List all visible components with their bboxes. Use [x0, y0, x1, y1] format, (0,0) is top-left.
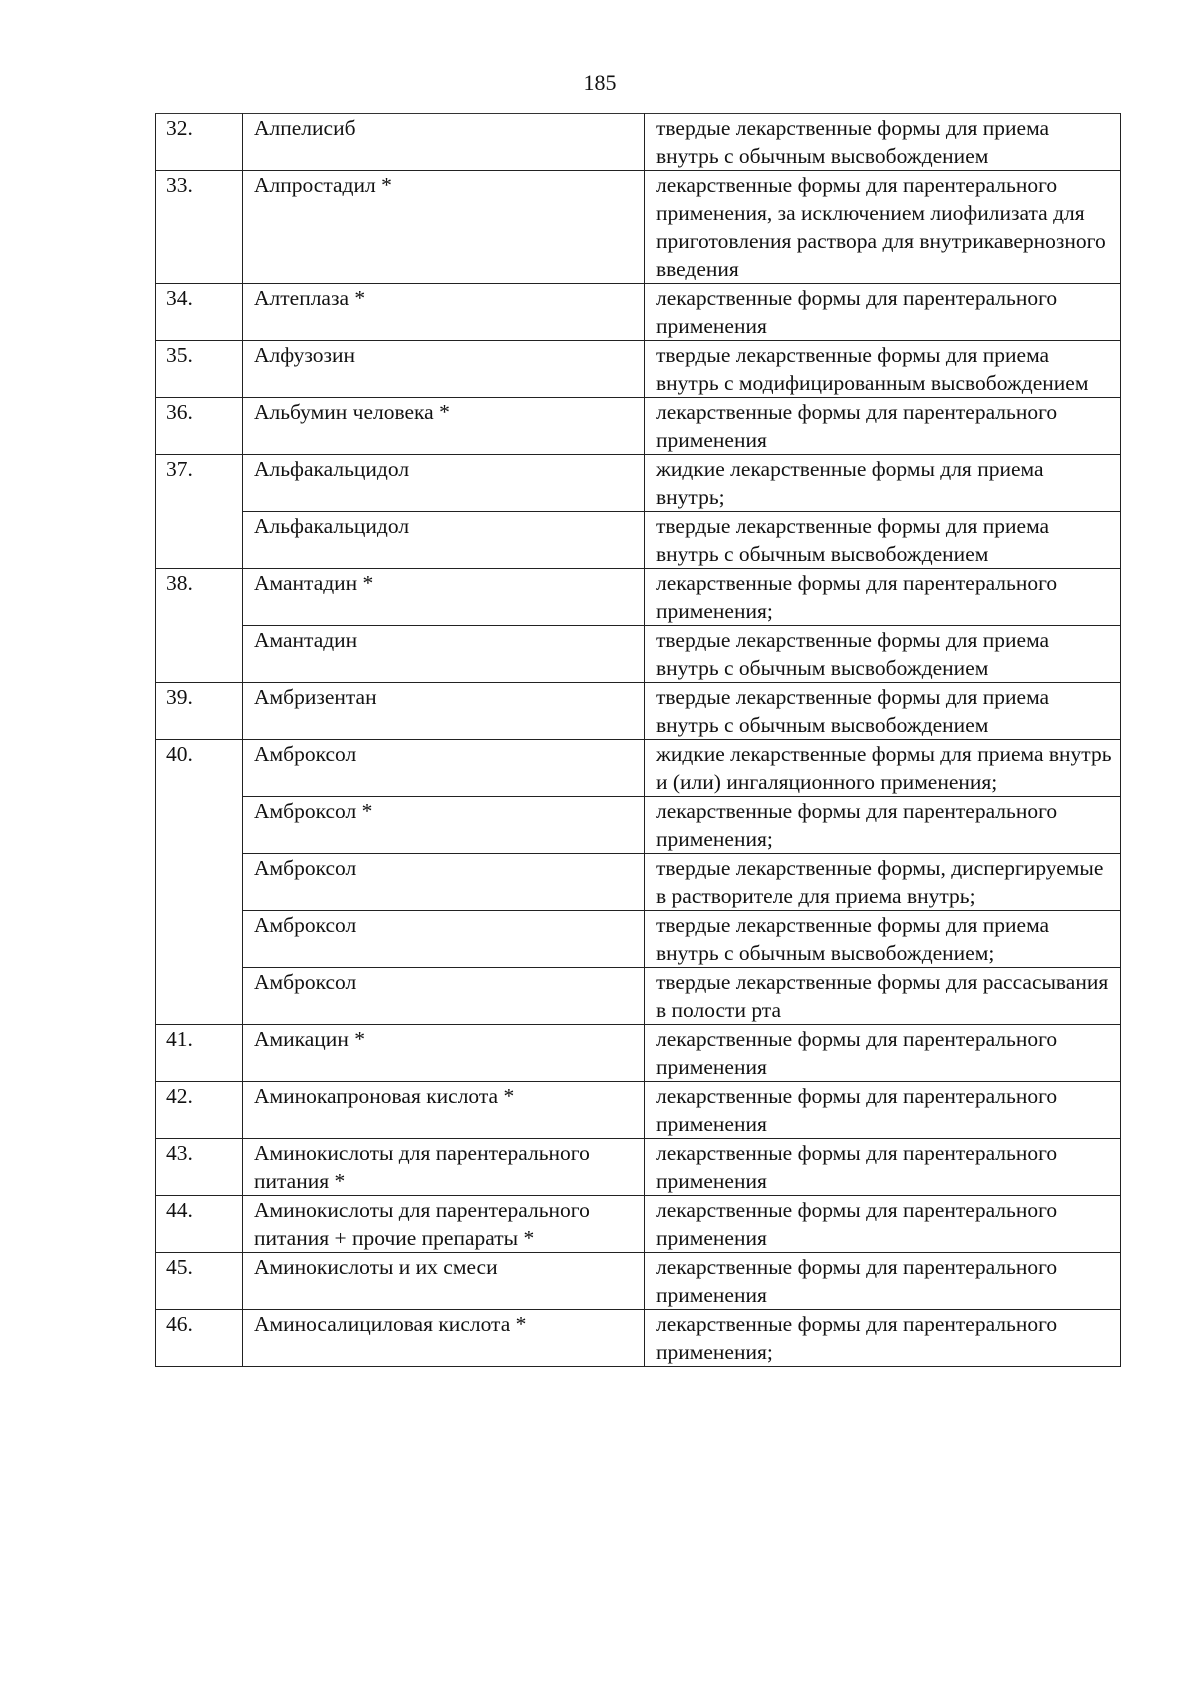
row-number: 46.	[156, 1310, 243, 1367]
drug-name: Альфакальцидол	[243, 455, 645, 512]
drug-name: Амброксол	[243, 968, 645, 1025]
drug-name: Аминокислоты для парентерального питания *	[243, 1139, 645, 1196]
row-number: 44.	[156, 1196, 243, 1253]
table-row	[156, 341, 1121, 398]
row-number: 34.	[156, 284, 243, 341]
drug-name: Алфузозин	[243, 341, 645, 398]
table-row	[156, 1139, 1121, 1196]
table-row	[156, 114, 1121, 171]
drug-name: Амброксол *	[243, 797, 645, 854]
row-number: 35.	[156, 341, 243, 398]
dosage-form: твердые лекарственные формы для приема внутрь с обычным высвобождением	[645, 114, 1121, 171]
drug-name: Альфакальцидол	[243, 512, 645, 569]
table-row	[156, 1025, 1121, 1082]
row-number: 43.	[156, 1139, 243, 1196]
dosage-form: лекарственные формы для парентерального применения;	[645, 569, 1121, 626]
row-number: 36.	[156, 398, 243, 455]
table-row	[156, 569, 1121, 626]
dosage-form: твердые лекарственные формы, диспергируемые в растворителе для приема внутрь;	[645, 854, 1121, 911]
dosage-form: твердые лекарственные формы для приема внутрь с обычным высвобождением	[645, 626, 1121, 683]
dosage-form: лекарственные формы для парентерального применения	[645, 1082, 1121, 1139]
table-row	[156, 284, 1121, 341]
table-row	[156, 683, 1121, 740]
drug-name: Амантадин	[243, 626, 645, 683]
drug-name: Амброксол	[243, 911, 645, 968]
drug-name: Аминокислоты и их смеси	[243, 1253, 645, 1310]
dosage-form: лекарственные формы для парентерального применения, за исключением лиофилизата для приготовления раствора для внутрикавернозного введения	[645, 171, 1121, 284]
drug-name: Амбризентан	[243, 683, 645, 740]
table-row	[156, 1196, 1121, 1253]
drug-name: Алпелисиб	[243, 114, 645, 171]
table-row	[156, 968, 1121, 1025]
dosage-form: лекарственные формы для парентерального применения	[645, 1196, 1121, 1253]
drug-name: Аминокапроновая кислота *	[243, 1082, 645, 1139]
drug-name: Амикацин *	[243, 1025, 645, 1082]
drug-name: Амброксол	[243, 740, 645, 797]
drug-name: Аминокислоты для парентерального питания + прочие препараты *	[243, 1196, 645, 1253]
table-row	[156, 1310, 1121, 1367]
dosage-form: лекарственные формы для парентерального применения;	[645, 1310, 1121, 1367]
row-number: 39.	[156, 683, 243, 740]
dosage-form: лекарственные формы для парентерального применения	[645, 1253, 1121, 1310]
dosage-form: лекарственные формы для парентерального применения	[645, 1025, 1121, 1082]
row-number: 45.	[156, 1253, 243, 1310]
row-number: 42.	[156, 1082, 243, 1139]
table-row	[156, 626, 1121, 683]
row-number: 37.	[156, 455, 243, 569]
drug-name: Амантадин *	[243, 569, 645, 626]
dosage-form: жидкие лекарственные формы для приема внутрь и (или) ингаляционного применения;	[645, 740, 1121, 797]
table-row	[156, 854, 1121, 911]
dosage-form: жидкие лекарственные формы для приема внутрь;	[645, 455, 1121, 512]
table-row	[156, 1082, 1121, 1139]
row-number: 38.	[156, 569, 243, 683]
table-row	[156, 398, 1121, 455]
row-number: 33.	[156, 171, 243, 284]
table-row	[156, 911, 1121, 968]
dosage-form: твердые лекарственные формы для рассасывания в полости рта	[645, 968, 1121, 1025]
dosage-form: лекарственные формы для парентерального применения;	[645, 797, 1121, 854]
table-row	[156, 171, 1121, 284]
table-row	[156, 797, 1121, 854]
row-number: 40.	[156, 740, 243, 1025]
dosage-form: твердые лекарственные формы для приема внутрь с обычным высвобождением;	[645, 911, 1121, 968]
drug-name: Аминосалициловая кислота *	[243, 1310, 645, 1367]
drug-name: Амброксол	[243, 854, 645, 911]
drug-name: Алтеплаза *	[243, 284, 645, 341]
table-row	[156, 455, 1121, 512]
row-number: 41.	[156, 1025, 243, 1082]
table-row	[156, 740, 1121, 797]
dosage-form: твердые лекарственные формы для приема внутрь с обычным высвобождением	[645, 512, 1121, 569]
dosage-form: лекарственные формы для парентерального применения	[645, 398, 1121, 455]
row-number: 32.	[156, 114, 243, 171]
dosage-form: лекарственные формы для парентерального применения	[645, 284, 1121, 341]
drug-list-table	[155, 113, 1121, 1367]
table-row	[156, 1253, 1121, 1310]
dosage-form: твердые лекарственные формы для приема внутрь с модифицированным высвобождением	[645, 341, 1121, 398]
page-number: 185	[583, 70, 617, 95]
table-row	[156, 512, 1121, 569]
dosage-form: лекарственные формы для парентерального применения	[645, 1139, 1121, 1196]
dosage-form: твердые лекарственные формы для приема внутрь с обычным высвобождением	[645, 683, 1121, 740]
drug-list-body	[156, 114, 1121, 1367]
drug-name: Альбумин человека *	[243, 398, 645, 455]
drug-name: Алпростадил *	[243, 171, 645, 284]
